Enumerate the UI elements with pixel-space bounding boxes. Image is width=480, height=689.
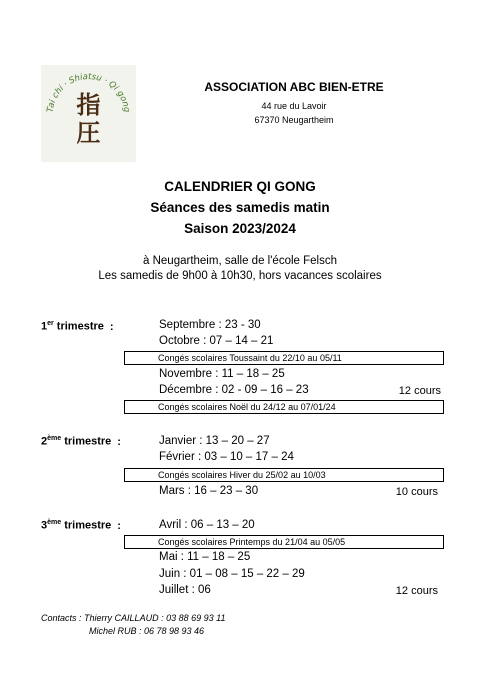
term-2-february: Février : 03 – 10 – 17 – 24 (159, 451, 294, 463)
association-street: 44 rue du Lavoir (261, 101, 327, 111)
calendar-subtitle: Séances des samedis matin (150, 200, 330, 215)
term-3-label: 3ème trimestre : (41, 519, 121, 532)
schedule-line: Les samedis de 9h00 à 10h30, hors vacances scolaires (98, 270, 382, 282)
term-1-label: 1er trimestre : (41, 320, 114, 333)
logo-glyph-1: 指 (76, 90, 101, 119)
term-2-march: Mars : 16 – 23 – 30 (159, 485, 259, 497)
term-1-holiday-noel: Congés scolaires Noël du 24/12 au 07/01/24 (124, 400, 444, 414)
association-city: 67370 Neugartheim (254, 115, 334, 125)
logo-arc-text: Tai chi · Shiatsu · Qi gong (45, 71, 132, 114)
term-1-november: Novembre : 11 – 18 – 25 (159, 368, 285, 380)
term-1-september: Septembre : 23 - 30 (159, 319, 261, 331)
term-3-july: Juillet : 06 (159, 584, 211, 596)
term-2-count: 10 cours (395, 486, 438, 498)
logo-graphic (41, 65, 136, 162)
term-3-april: Avril : 06 – 13 – 20 (159, 519, 255, 531)
location-line: à Neugartheim, salle de l'école Felsch (143, 255, 337, 267)
term-1-december: Décembre : 02 - 09 – 16 – 23 (159, 384, 309, 396)
term-3-june: Juin : 01 – 08 – 15 – 22 – 29 (159, 568, 305, 580)
term-1-count: 12 cours (398, 385, 441, 397)
association-name: ASSOCIATION ABC BIEN-ETRE (204, 80, 384, 94)
term-3-may: Mai : 11 – 18 – 25 (159, 551, 251, 563)
term-2-label: 2ème trimestre : (41, 435, 121, 448)
term-2-holiday-hiver: Congés scolaires Hiver du 25/02 au 10/03 (124, 468, 444, 482)
contacts-line-2: Michel RUB : 06 78 98 93 46 (89, 626, 205, 636)
term-3-holiday-printemps: Congés scolaires Printemps du 21/04 au 05/05 (124, 535, 444, 549)
logo-glyph-2: 圧 (76, 118, 101, 147)
association-logo (41, 65, 136, 162)
term-2-january: Janvier : 13 – 20 – 27 (159, 435, 270, 447)
term-3-count: 12 cours (395, 585, 438, 597)
term-1-october: Octobre : 07 – 14 – 21 (159, 335, 274, 347)
season-title: Saison 2023/2024 (184, 221, 296, 236)
calendar-title: CALENDRIER QI GONG (164, 179, 316, 194)
term-1-holiday-toussaint: Congés scolaires Toussaint du 22/10 au 05/11 (124, 351, 444, 365)
contacts-line-1: Contacts : Thierry CAILLAUD : 03 88 69 93 11 (41, 613, 226, 623)
